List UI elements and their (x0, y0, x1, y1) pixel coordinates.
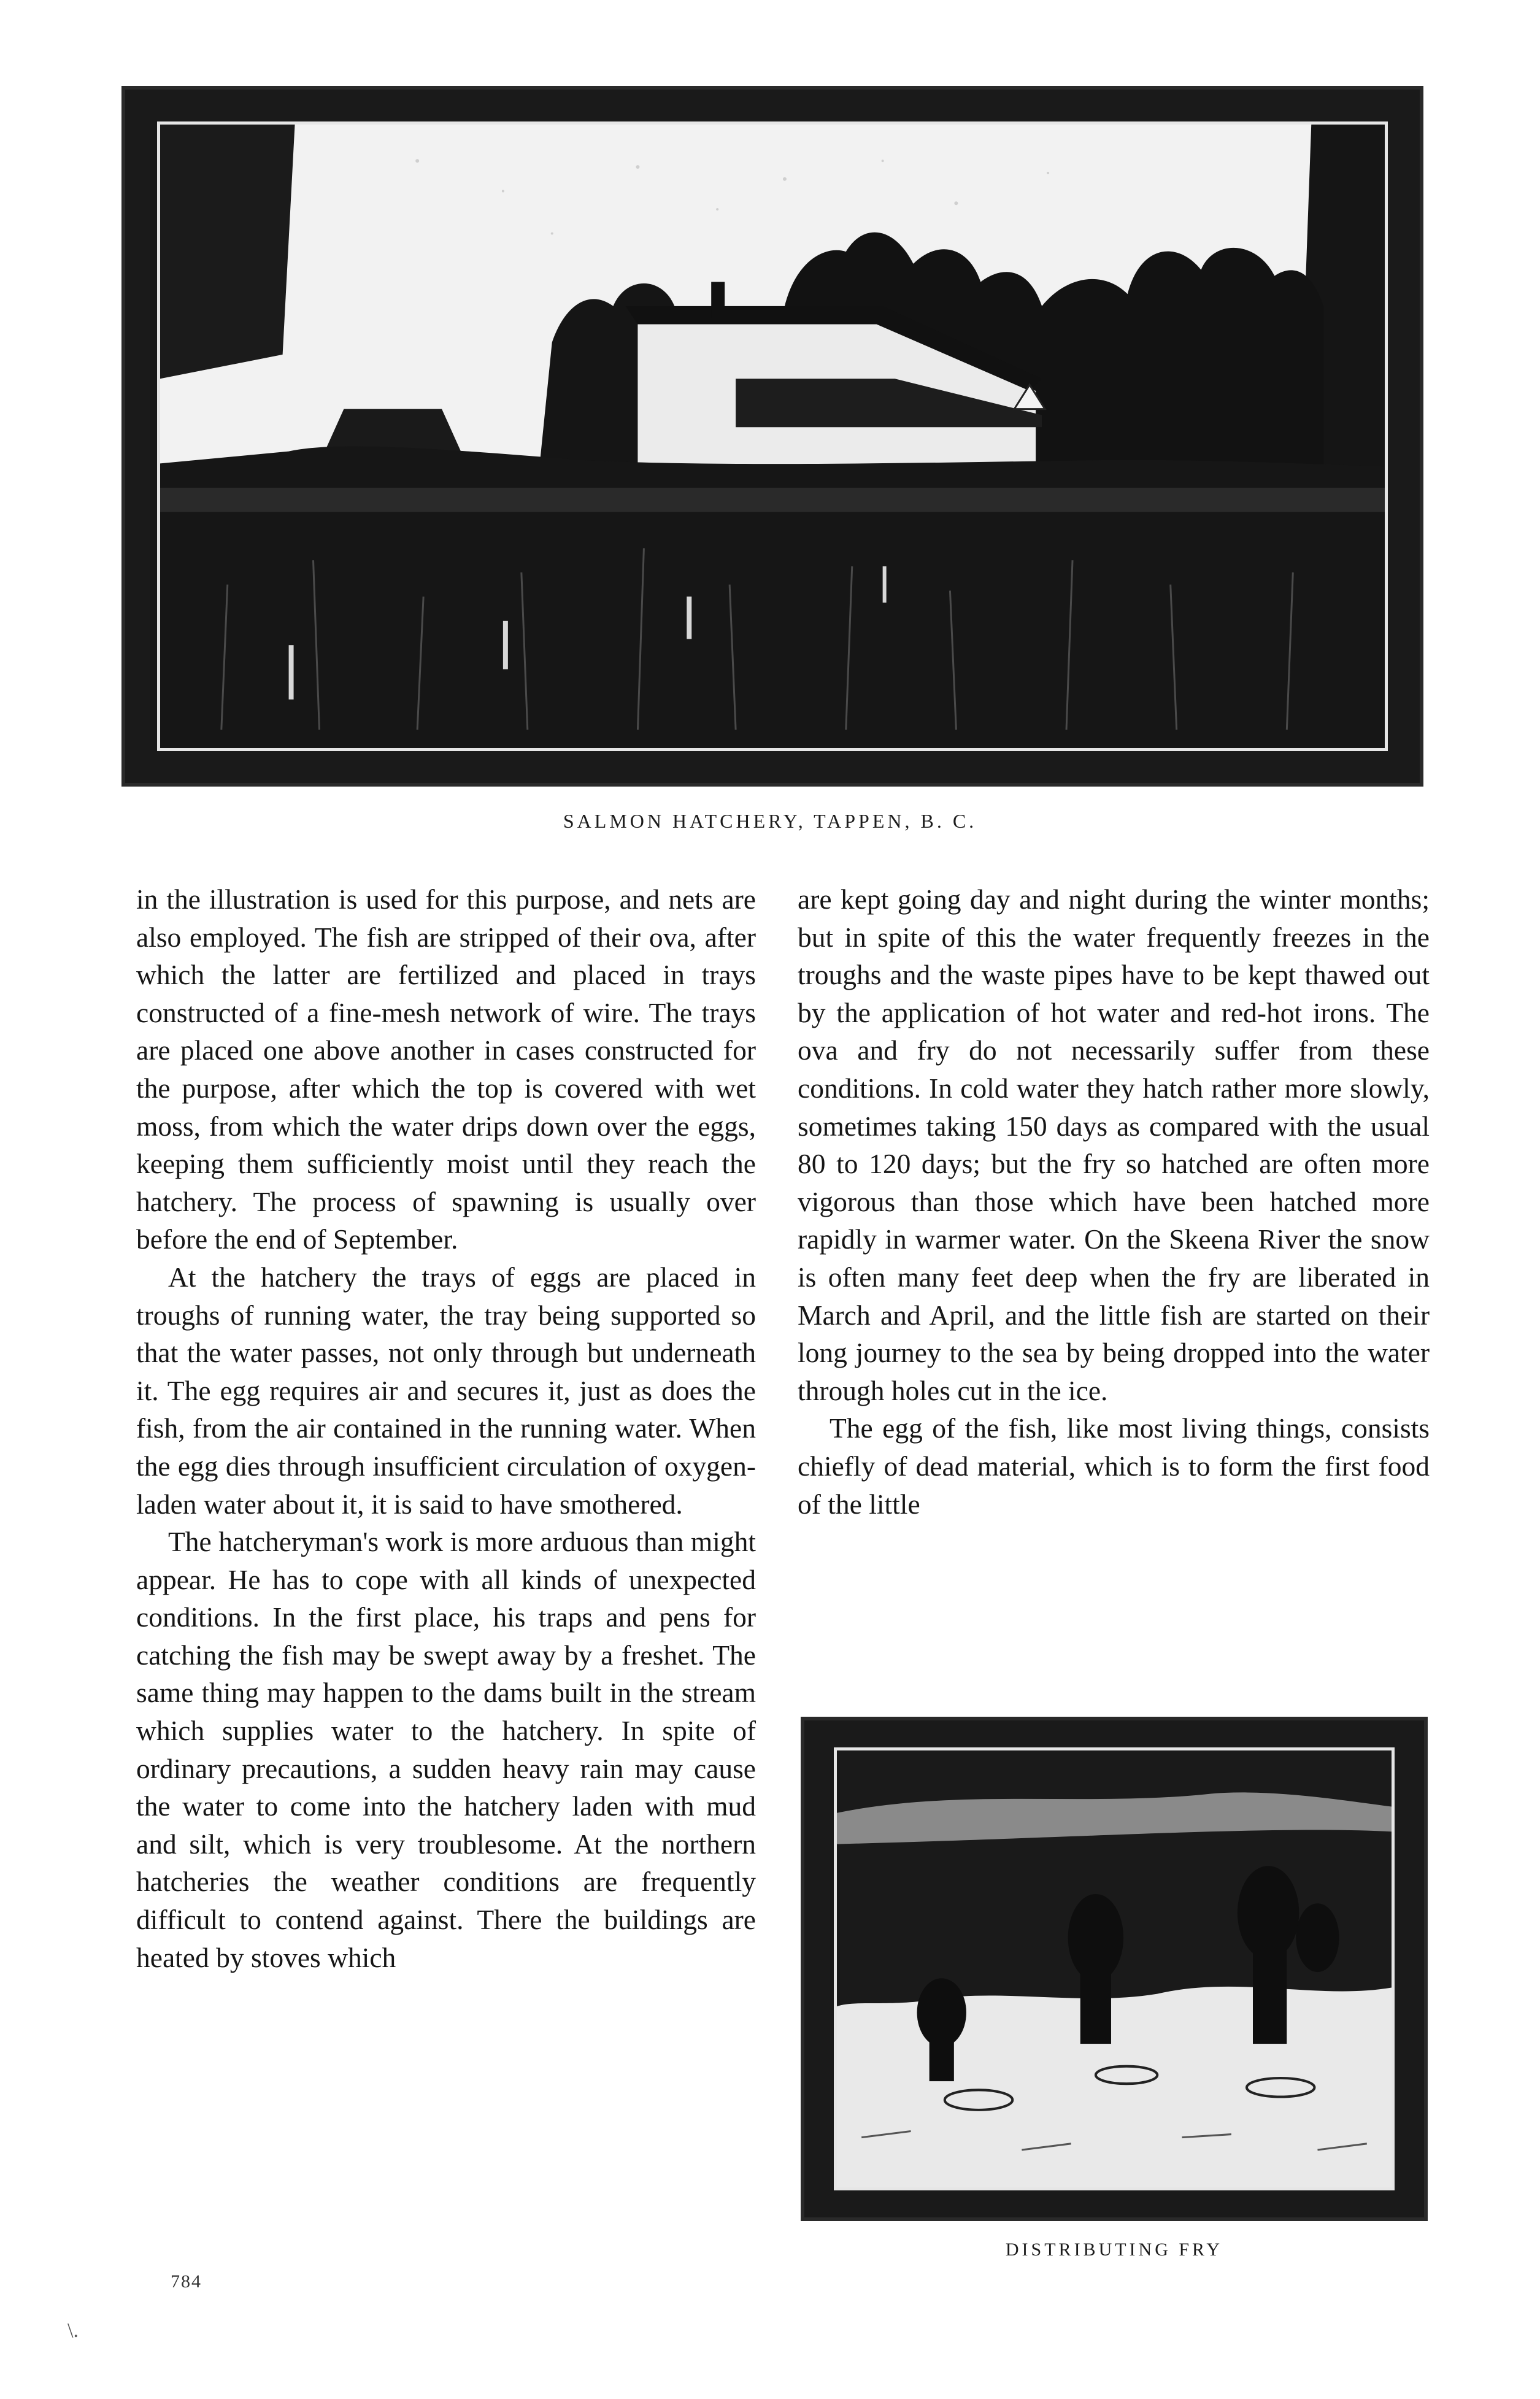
fry-photo (834, 1747, 1395, 2190)
left-paragraph-3: The hatcheryman's work is more arduous than might appear. He has to cope with all kinds of unexpected conditions. In the first place, his traps and pens for catching the fish may be swept away by a freshet. The same thing may happen to the dams built in the stream which supplies water to the hatchery. In spite of ordinary precautions, a sudden heavy rain may cause the water to come into the hatchery laden with mud and silt, which is very troublesome. At the northern hatcheries the weather conditions are frequently difficult to contend against. There the buildings are heated by stoves which (136, 1526, 756, 1973)
left-paragraph-2: At the hatchery the trays of eggs are placed in troughs of running water, the tray being supported so that the water passes, not only through but underneath it. The egg requires air and secures it, just as does the fish, from the air contained in the running water. When the egg dies through insufficient circulation of oxygen-laden water about it, it is said to have smothered. (136, 1261, 756, 1520)
right-paragraph-1: are kept going day and night during the winter months; but in spite of this the water frequently freezes in the troughs and the waste pipes have to be kept thawed out by the application of hot water and red-hot irons. The ova and fry do not necessarily suffer from these conditions. In cold water they hatch rather more slowly, sometimes taking 150 days as compared with the usual 80 to 120 days; but the fry so hatched are often more vigorous than those which have been hatched more rapidly in warmer water. On the Skeena River the snow is often many feet deep when the fry are liberated in March and April, and the little fish are started on their long journey to the sea by being dropped into the water through holes cut in the ice. (798, 884, 1430, 1406)
fry-photo-frame (801, 1717, 1428, 2221)
hedge (160, 488, 1385, 512)
fry-caption: DISTRIBUTING FRY (1005, 2239, 1223, 2260)
hatchery-photo-frame (121, 86, 1423, 787)
hatchery-photo-svg (160, 125, 1385, 748)
right-column (798, 880, 1430, 1523)
right-paragraph-2: The egg of the fish, like most living things, consists chiefly of dead material, which is to form the first food of the little (798, 1412, 1430, 1520)
chimney (711, 282, 725, 318)
left-column (136, 880, 756, 1976)
fry-photo-svg (837, 1750, 1392, 2187)
margin-mark: \. (67, 2319, 79, 2342)
left-border-shadow (160, 125, 295, 379)
left-paragraph-1: in the illustration is used for this purpose, and nets are also employed. The fish are stripped of their ova, after which the latter are fertilized and placed in trays constructed of a fine-mesh network of wire. The trays are placed one above another in cases constructed for the purpose, after which the top is covered with wet moss, from which the water drips down over the eggs, keeping them sufficiently moist until they reach the hatchery. The process of spawning is usually over before the end of September. (136, 884, 756, 1255)
page-number: 784 (171, 2271, 202, 2292)
hatchery-photo (157, 121, 1388, 751)
hatchery-caption: SALMON HATCHERY, TAPPEN, B. C. (563, 810, 977, 832)
